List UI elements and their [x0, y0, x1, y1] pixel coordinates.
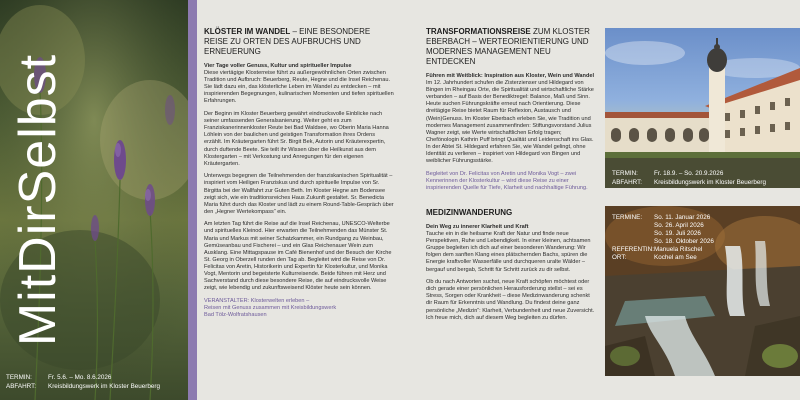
article1-title: KLÖSTER IM WANDEL – EINE BESONDERE REISE ZU ORTEN DES AUFBRUCHS UND ERNEUERUNG	[204, 27, 371, 56]
organizer-line: Reisen mit Genuss zusammen mit Kreisbildungswerk	[204, 304, 337, 311]
article1-paragraph: Unterwegs begegnen die Teilnehmenden der franziskanischen Spiritualität – inspiriert vom Heiligen Franziskus und durch spirituelle Impulse von Sr. Birgitta bei der Wallfahrt zur Guten Beth. Im Kloster Hegne am Bodensee zeigt sich, wie ein traditionsreiches Haus Zukunft gestaltet. Sr. Benedicta Maria führt durch das Kloster und lädt zu einem Round-Table-Gespräch über den „Hegner Wertekompass“ ein.	[204, 173, 394, 215]
abfahrt-label: ABFAHRT:	[6, 383, 36, 390]
article-transformationsreise	[426, 27, 596, 327]
referent-label: REFERENTIN:	[612, 246, 654, 253]
article2-subhead: Führen mit Weitblick: Inspiration aus Kloster, Wein und Wandel	[426, 73, 595, 79]
article1-subhead: Vier Tage voller Genuss, Kultur und spiritueller Impulse	[204, 63, 352, 69]
termin-label: TERMIN:	[6, 374, 32, 381]
article2-abfahrt	[612, 179, 766, 187]
organizer-line: VERANSTALTER: Klosterwelten erleben –	[204, 297, 310, 304]
organizer-line: Bad Tölz-Wolfratshausen	[204, 312, 267, 318]
article3-termine	[612, 214, 714, 262]
article-kloester-im-wandel	[204, 27, 394, 325]
monastery-photo	[605, 28, 800, 188]
left-termin	[6, 373, 111, 382]
ort-value: Kochel am See	[654, 254, 697, 261]
abfahrt-value: Kreisbildungswerk im Kloster Beuerberg	[654, 179, 766, 186]
article3-subhead: Dein Weg zu innerer Klarheit und Kraft	[426, 224, 529, 230]
ort-label: ORT:	[612, 254, 627, 261]
abfahrt-label: ABFAHRT:	[612, 179, 642, 186]
abfahrt-value: Kreisbildungswerk im Kloster Beuerberg	[48, 383, 160, 390]
article3-paragraph: Tauche ein in die heilsame Kraft der Natur und finde neue Perspektiven, Ruhe und Lebendigkeit. In einer kleinen, achtsamen Gruppe begleiten ich dich auf einer besonderen Wanderung: Wir folgen dem sanften Klang eines plätschernden Bachs, spüren die Energie kraftvoller Wasserfälle und durchqueren uralte Wälder – bergauf und bergab, Schritt für Schritt zurück zu dir selbst.	[426, 231, 591, 273]
article1-paragraph: Am letzten Tag führt die Reise auf die Insel Reichenau, UNESCO-Welterbe und spirituelles Kleinod. Hier erwarten die Teilnehmenden das Münster St. Maria und Markus mit seiner Schatzkammer, ein Rundgang zu Weinbau, Gemüseanbau und Fischerei – und ein Glas Reichenauer Wein zum Ausklang. Eine Mittagspause im Café Bienenhof und der Besuch der Kirche St. Georg in Oberzell runden den Tag ab. Begleitet wird die Reise von Dr. Felicitas von Aretin, Historikerin und Expertin für Klosterkultur, und Monika Vogt, Mentorin und begeisterte Kulturreisende. Beide führen mit Herz und Sachverstand durch diese besondere Reise, die auf eindrucksvolle Weise zeigt, wie lebendig und zukunftsweisend Klöster heute sein können.	[204, 221, 392, 292]
left-abfahrt	[6, 382, 160, 391]
accent-stripe	[188, 0, 197, 400]
termin-value: Fr. 5.6. – Mo. 8.6.2026	[48, 374, 112, 381]
article2-title: TRANSFORMATIONSREISE ZUM KLOSTER EBERBACH – WERTEORIENTIERUNG UND MODERNES MANAGEMENT NEU ENTDECKEN	[426, 27, 590, 66]
monastery-illustration	[605, 28, 800, 188]
date-item: So. 18. Oktober 2026	[654, 238, 714, 245]
date-item: So. 26. April 2026	[654, 222, 704, 229]
article1-paragraph: Der Beginn im Kloster Beuerberg gewährt eindrucksvolle Einblicke nach seiner umfassenden Generalsanierung. Weiter geht es zum Franziskanerinnenkloster Reute bei Bad Waldsee, wo Oberin Maria Hanna Löhlein von der baulichen und geistigen Transformation ihres Ordens erzählt. Im Kräutergarten führt Sr. Birgit Bek, Autorin und Kräuterexpertin, durch duftende Beete. Sie teilt ihr Wissen über die Heilkunst aus dem Klostergarten – mit Verkostung und Anregungen für den eigenen Kräutergarten.	[204, 111, 389, 167]
vertical-title: MitDirSelbst	[9, 53, 67, 347]
referent-value: Manuela Ritschel	[654, 246, 703, 253]
article1-paragraph: Diese viertägige Klosterreise führt zu außergewöhnlichen Orten zwischen Tradition und Aufbruch: Beuerberg, Reute, Hegne und die Insel Reichenau. Sie lädt dazu ein, das klösterliche Leben im Wandel zu entdecken – mit inspirierenden Begegnungen, kulinarischen Momenten und tiefen spirituellen Erfahrungen.	[204, 70, 394, 105]
date-item: So. 19. Juli 2026	[654, 230, 701, 237]
termine-label: TERMINE:	[612, 214, 643, 221]
termin-value: Fr. 18.9. – So. 20.9.2026	[654, 170, 724, 177]
article2-termin	[612, 170, 723, 178]
termin-label: TERMIN:	[612, 170, 638, 177]
date-item: So. 11. Januar 2026	[654, 214, 711, 221]
article2-companions: Begleitet von Dr. Felicitas von Aretin und Monika Vogt – zwei Kennerinnen der Klosterkultur – wird diese Reise zu einer inspirierenden Quelle für Tiefe, Klarheit und nachhaltige Führung.	[426, 170, 588, 191]
article2-paragraph: Im 12. Jahrhundert schufen die Zisterzienser und Hildegard von Bingen im Rheingau Orte, die Spiritualität und wirtschaftliche Stärke verbanden – auf Basis der Benediktregel: Balance, Maß und Sinn. Heute suchen Führungskräfte erneut nach Orientierung. Diese dreitägige Reise bietet Raum für Reflexion, Austausch und (Wein)Genuss. Im Kloster Eberbach erleben Sie, wie Tradition und modernes Management zusammenfinden: Stiftungsvorstand Julius Wagner zeigt, wie Werte wirtschaftlichen Erfolg tragen; Chefönologin Kathrin Puff bringt Qualität und Leidenschaft ins Glas. In der Abtei St. Hildegard erfahren Sie, wie Wandel gelingt, ohne Identität zu verlieren – inspiriert von Hildegard von Bingen und weiblicher Führungsstärke.	[426, 80, 594, 165]
article3-paragraph: Ob du nach Antworten suchst, neue Kraft schöpfen möchtest oder dich gerade einer persönlichen Herausforderung stellst – sei es Stress, Sorgen oder Krankheit – diese Medizinwanderung schenkt dir Raum für Erkenntnis und Wandlung. Du findest deine ganz persönliche „Medizin“: Klarheit, Verbundenheit und neue Zuversicht. Ich freue mich, dich auf diesem Weg begleiten zu dürfen.	[426, 279, 595, 321]
article3-title: MEDIZINWANDERUNG	[426, 208, 513, 217]
